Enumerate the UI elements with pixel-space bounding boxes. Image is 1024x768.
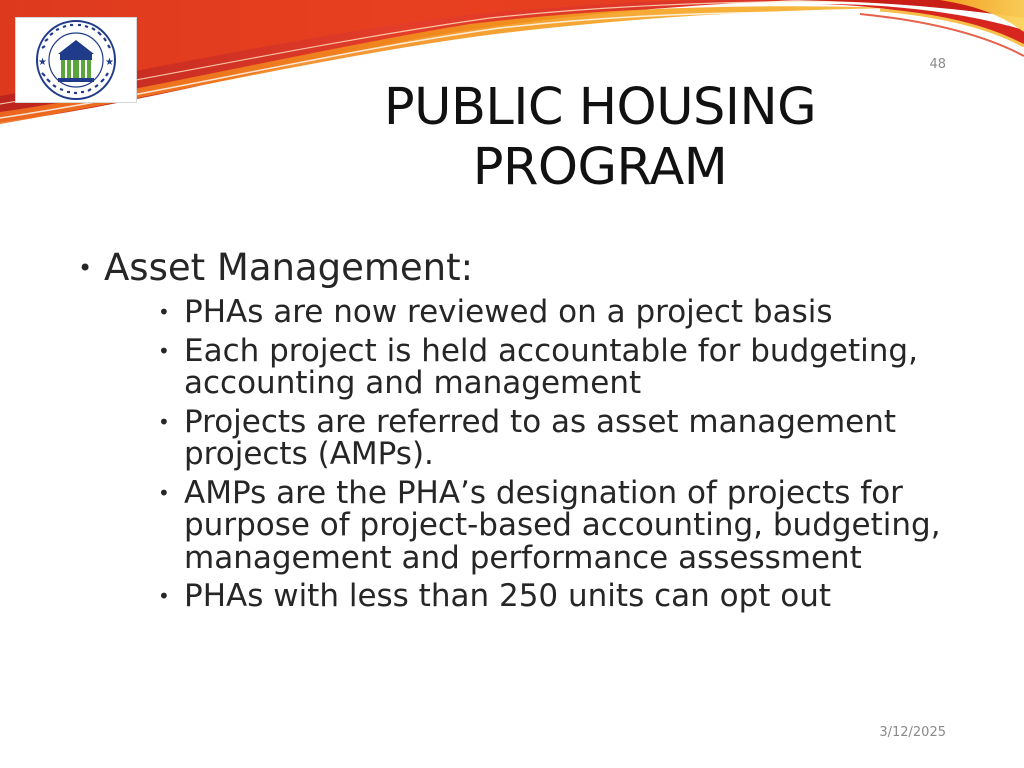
content-list bbox=[74, 246, 954, 613]
svg-text:★: ★ bbox=[105, 57, 114, 68]
sub-bullet-item bbox=[104, 403, 954, 472]
bullet-icon: • bbox=[78, 254, 93, 282]
title-line-2: PROGRAM bbox=[472, 138, 728, 197]
hud-logo bbox=[15, 17, 137, 103]
slide-date: 3/12/2025 bbox=[879, 725, 946, 740]
sub-bullet-text: PHAs are now reviewed on a project basis bbox=[184, 294, 833, 330]
slide-number: 48 bbox=[929, 57, 946, 72]
svg-text:★: ★ bbox=[38, 57, 47, 68]
bullet-heading: Asset Management: bbox=[104, 246, 474, 289]
sub-bullet-icon: • bbox=[158, 480, 170, 505]
sub-bullet-text: Each project is held accountable for budgeting, accounting and management bbox=[184, 332, 918, 401]
sub-bullet-item bbox=[104, 580, 954, 613]
bullet-asset-management bbox=[74, 246, 954, 613]
sub-bullet-item bbox=[104, 474, 954, 576]
sub-bullet-icon: • bbox=[158, 300, 170, 324]
slide-title bbox=[330, 78, 870, 198]
title-line-1: PUBLIC HOUSING bbox=[383, 78, 817, 137]
sub-bullet-icon: • bbox=[158, 409, 170, 434]
sub-bullet-icon: • bbox=[158, 584, 170, 608]
sub-bullet-text: Projects are referred to as asset management projects (AMPs). bbox=[184, 403, 897, 472]
sub-bullet-item bbox=[104, 332, 954, 401]
sub-bullet-icon: • bbox=[158, 338, 170, 363]
sub-bullet-text: AMPs are the PHA’s designation of projects for purpose of project-based accounting, budgeting, management and performance assessment bbox=[184, 474, 941, 576]
sub-bullet-item bbox=[104, 296, 954, 329]
sub-bullet-list bbox=[104, 296, 954, 613]
sub-bullet-text: PHAs with less than 250 units can opt out bbox=[184, 578, 832, 614]
hud-seal-logo-icon bbox=[16, 18, 136, 102]
